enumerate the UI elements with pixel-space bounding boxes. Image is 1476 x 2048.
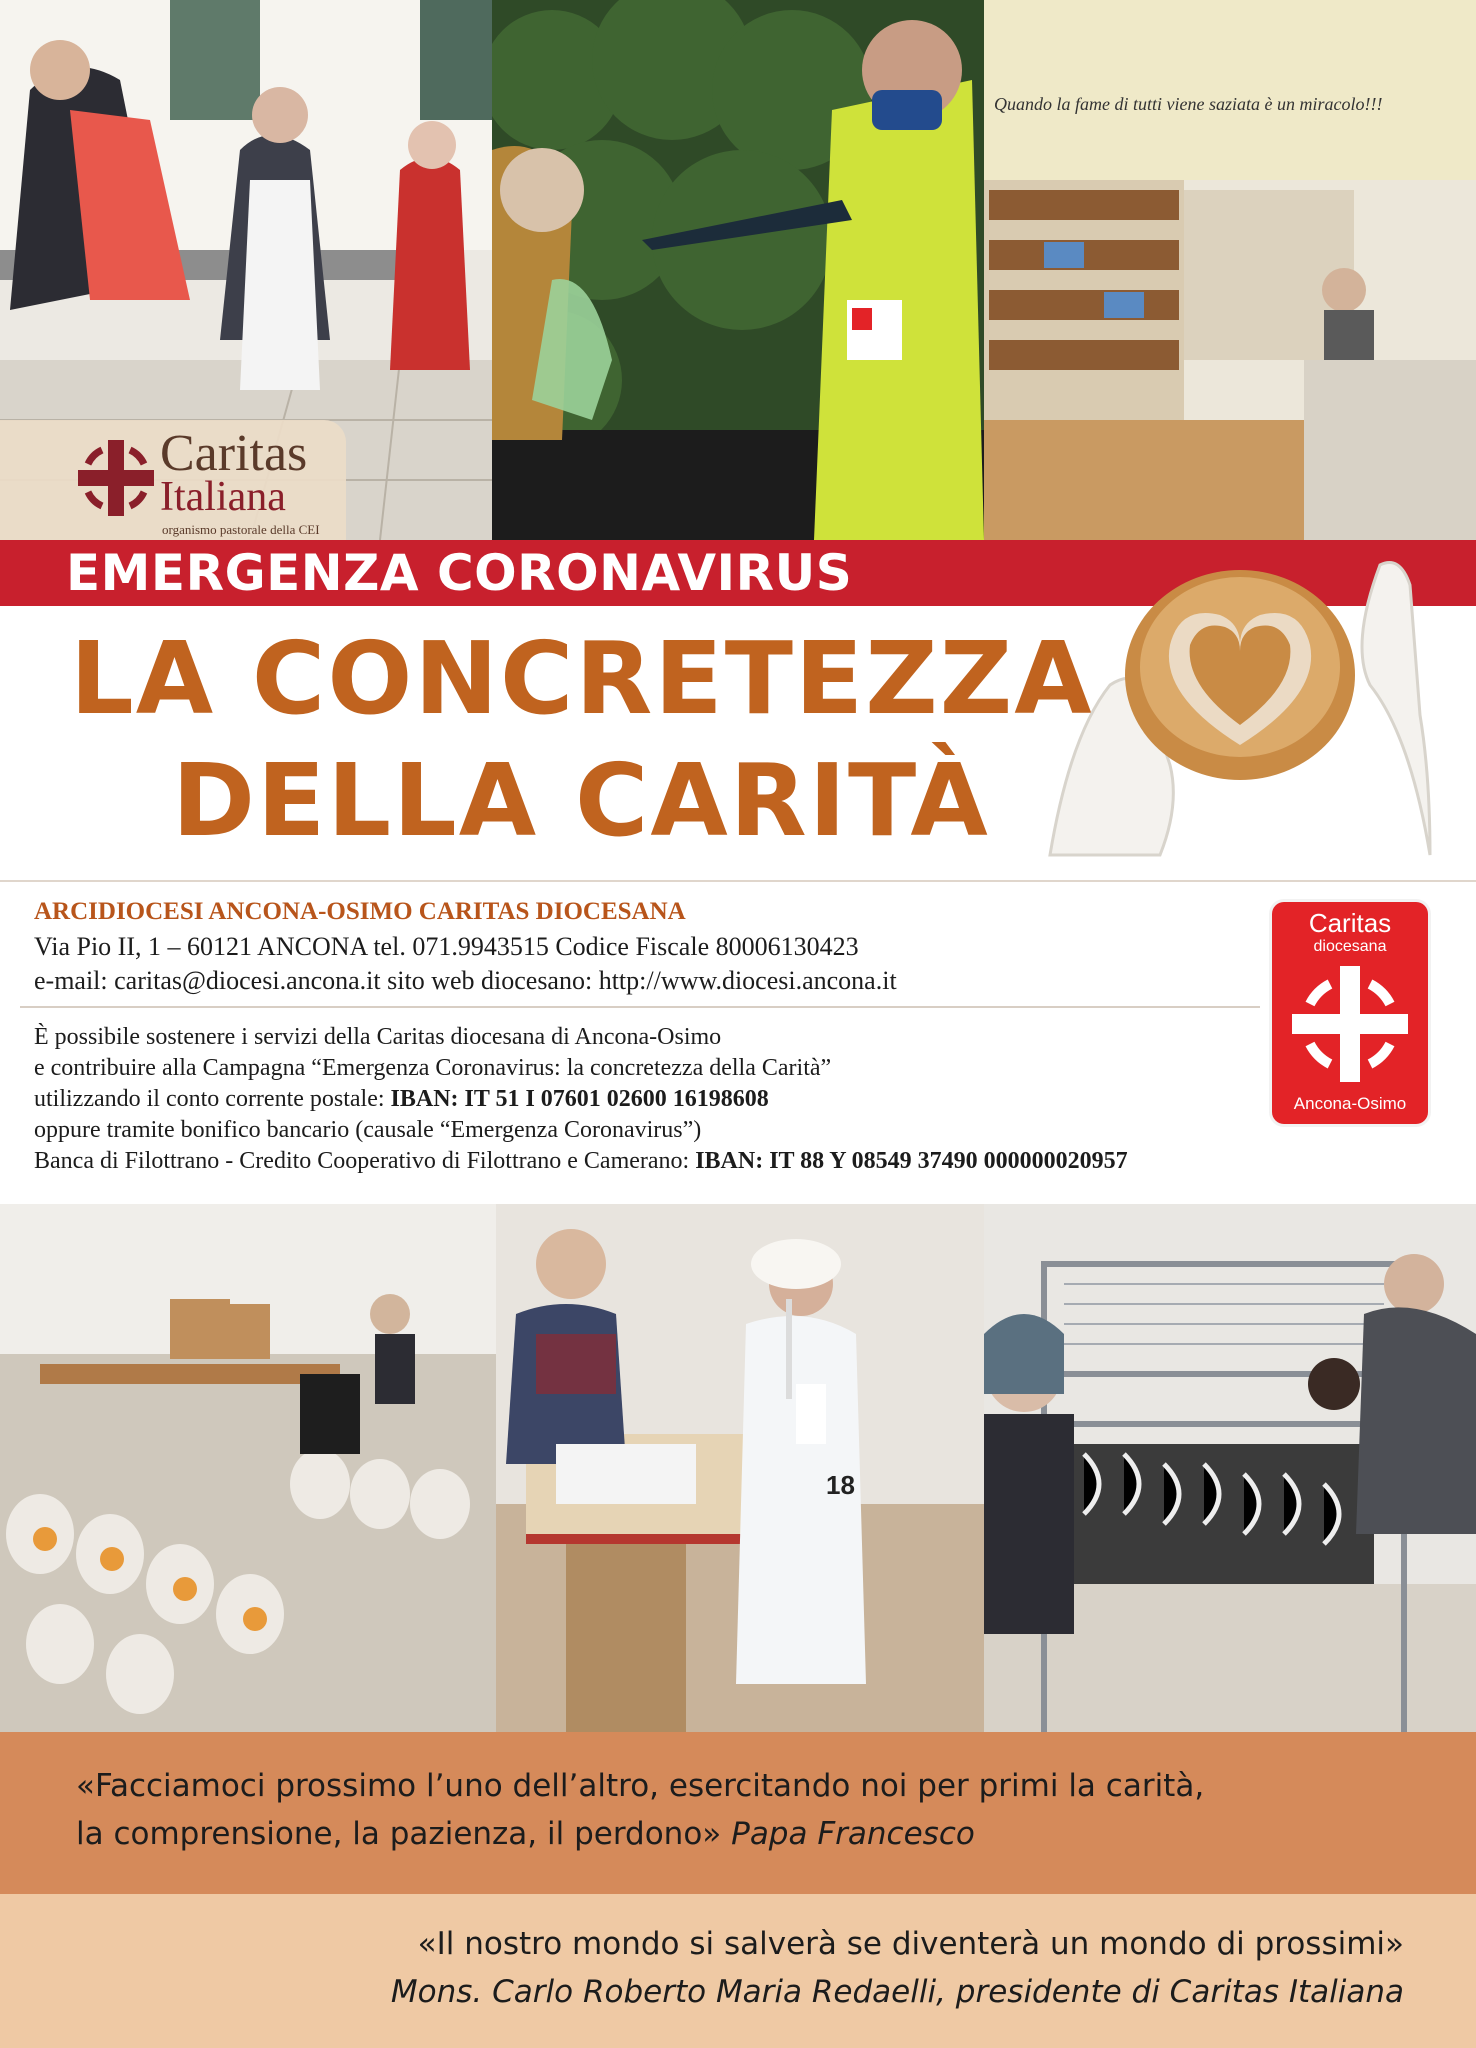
redaelli-quote: «Il nostro mondo si salverà se diventerà un mondo di prossimi» bbox=[417, 1926, 1404, 1962]
donation-line: e contribuire alla Campagna “Emergenza Coronavirus: la concretezza della Carità” bbox=[34, 1055, 832, 1081]
redaelli-quote-author: Mons. Carlo Roberto Maria Redaelli, presidente di Caritas Italiana bbox=[390, 1974, 1404, 2010]
divider bbox=[20, 1006, 1260, 1008]
photo-food-delivery bbox=[492, 0, 984, 540]
donation-line: oppure tramite bonifico bancario (causale “Emergenza Coronavirus”) bbox=[34, 1117, 702, 1143]
headline-line-2: DELLA CARITÀ bbox=[172, 742, 990, 859]
caritas-italiana-logo bbox=[0, 420, 346, 540]
caritas-italiana-subtitle: organismo pastorale della CEI bbox=[162, 522, 320, 537]
pope-quote-line-2 bbox=[76, 1816, 975, 1852]
emergency-title: EMERGENZA CORONAVIRUS bbox=[66, 544, 853, 602]
bank-iban: IBAN: IT 88 Y 08549 37490 000000020957 bbox=[695, 1148, 1128, 1174]
divider bbox=[0, 880, 1476, 882]
badge-footer: Ancona-Osimo bbox=[1293, 1094, 1407, 1113]
svg-text:Quando la fame di tutti viene: Quando la fame di tutti viene saziata è un miracolo!!! bbox=[994, 94, 1383, 114]
quote-band-redaelli bbox=[0, 1894, 1476, 2048]
photo-dormitory-bed bbox=[984, 1204, 1476, 1732]
diocese-address: Via Pio II, 1 – 60121 ANCONA tel. 071.9943515 Codice Fiscale 80006130423 bbox=[34, 932, 859, 961]
headline-line-1: LA CONCRETEZZA bbox=[70, 620, 1094, 737]
donation-line: È possibile sostenere i servizi della Caritas diocesana di Ancona-Osimo bbox=[34, 1024, 722, 1050]
badge-subtitle: diocesana bbox=[1313, 938, 1387, 955]
pope-quote-line-1: «Facciamoci prossimo l’uno dell’altro, esercitando noi per primi la carità, bbox=[76, 1768, 1205, 1804]
donation-text: utilizzando il conto corrente postale: bbox=[34, 1086, 391, 1112]
caritas-cross-icon bbox=[78, 440, 154, 516]
diocese-name: ARCIDIOCESI ANCONA-OSIMO CARITAS DIOCESANA bbox=[34, 898, 686, 925]
caritas-cross-icon bbox=[1284, 958, 1416, 1090]
pope-quote-text: la comprensione, la pazienza, il perdono» bbox=[76, 1816, 722, 1852]
donation-text: Banca di Filottrano - Credito Cooperativo di Filottrano e Camerano: bbox=[34, 1148, 696, 1174]
postal-iban: IBAN: IT 51 I 07601 02600 16198608 bbox=[390, 1086, 769, 1112]
quote-band-pope bbox=[0, 1732, 1476, 1894]
bread-in-hands-illustration bbox=[1030, 555, 1450, 880]
badge-title: Caritas bbox=[1308, 908, 1392, 938]
photo-sewing-masks bbox=[496, 1204, 984, 1732]
photo-market-store bbox=[984, 0, 1476, 540]
donation-line bbox=[34, 1086, 769, 1113]
caritas-italiana-name-2: Italiana bbox=[160, 474, 286, 520]
donation-line bbox=[34, 1148, 1128, 1175]
photo-food-bags bbox=[0, 1204, 496, 1732]
caritas-italiana-name: Caritas bbox=[160, 425, 308, 482]
caritas-diocesana-logo bbox=[1272, 902, 1428, 1124]
diocese-contacts: e-mail: caritas@diocesi.ancona.it sito web diocesano: http://www.diocesi.ancona.it bbox=[34, 966, 897, 995]
pope-quote-author: Papa Francesco bbox=[721, 1816, 975, 1852]
bib-number: 18 bbox=[826, 1470, 855, 1500]
